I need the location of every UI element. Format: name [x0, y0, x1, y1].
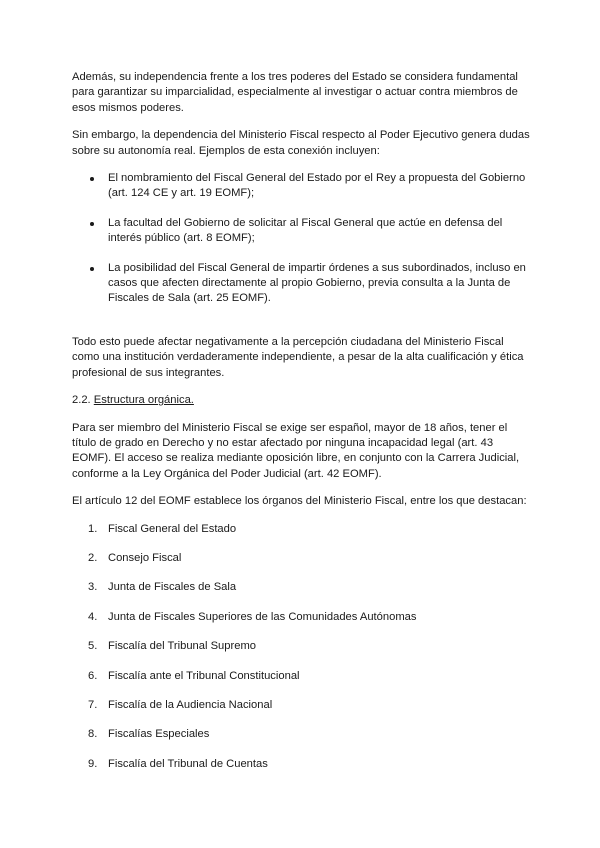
bullet-text: La posibilidad del Fiscal General de impartir órdenes a sus subordinados, incluso en casos que afecten directamente al propio Gobierno, previa consulta a la Junta de Fiscales de Sala (art. 25 EOMF). [108, 261, 526, 305]
spacer [72, 321, 530, 335]
list-item-label: Fiscalía del Tribunal de Cuentas [108, 757, 268, 770]
list-item [72, 522, 530, 537]
section-number: 2.2. [72, 394, 91, 407]
list-item-label: Fiscalía del Tribunal Supremo [108, 640, 256, 653]
list-number: 9. [88, 757, 98, 770]
paragraph-perception: Todo esto puede afectar negativamente a la percepción ciudadana del Ministerio Fiscal como una institución verdaderamente independiente, a pesar de la alta cualificación y ética profesional de sus integrantes. [72, 335, 524, 379]
list-item-label: Fiscalía de la Audiencia Nacional [108, 698, 273, 711]
list-item-label: Consejo Fiscal [108, 551, 182, 564]
list-number: 5. [88, 640, 98, 653]
paragraph-organs-intro: El artículo 12 del EOMF establece los órganos del Ministerio Fiscal, entre los que destacan: [72, 495, 527, 508]
list-item-label: Fiscalías Especiales [108, 728, 210, 741]
paragraph-independence: Además, su independencia frente a los tres poderes del Estado se considera fundamental para garantizar su imparcialidad, especialmente al investigar o actuar contra miembros de esos mismos poderes. [72, 71, 518, 114]
document-page [72, 70, 530, 786]
list-number: 6. [88, 669, 98, 682]
bullet-icon [90, 267, 94, 271]
list-number: 7. [88, 698, 98, 711]
list-item [72, 639, 530, 654]
list-number: 1. [88, 522, 98, 535]
list-number: 2. [88, 551, 98, 564]
list-item-label: Fiscalía ante el Tribunal Constitucional [108, 669, 300, 682]
bullet-icon [90, 177, 94, 181]
bullet-icon [90, 222, 94, 226]
list-number: 8. [88, 728, 98, 741]
list-item-label: Junta de Fiscales de Sala [108, 581, 237, 594]
bullet-text: El nombramiento del Fiscal General del Estado por el Rey a propuesta del Gobierno (art. 124 CE y art. 19 EOMF); [108, 172, 526, 200]
list-item [72, 261, 530, 307]
list-item [72, 757, 530, 772]
bullet-text: La facultad del Gobierno de solicitar al Fiscal General que actúe en defensa del interés público (art. 8 EOMF); [108, 216, 503, 245]
list-item [72, 551, 530, 566]
section-heading [72, 393, 530, 408]
paragraph-executive-dependence: Sin embargo, la dependencia del Ministerio Fiscal respecto al Poder Ejecutivo genera dudas sobre su autonomía real. Ejemplos de esta conexión incluyen: [72, 129, 530, 157]
section-title: Estructura orgánica. [93, 394, 194, 407]
list-item-label: Fiscal General del Estado [108, 522, 237, 535]
list-item [72, 698, 530, 713]
list-item [72, 727, 530, 742]
bullet-list-examples [72, 171, 530, 307]
list-item [72, 580, 530, 595]
paragraph-requirements: Para ser miembro del Ministerio Fiscal se exige ser español, mayor de 18 años, tener el título de grado en Derecho y no estar afectado por ninguna incapacidad legal (art. 43 EOMF). El acceso se realiza mediante oposición libre, en conjunto con la Carrera Judicial, conforme a la Ley Orgánica del Poder Judicial (art. 42 EOMF). [72, 421, 520, 480]
list-number: 4. [88, 610, 98, 623]
list-item [72, 216, 530, 247]
list-item [72, 610, 530, 625]
list-item [72, 669, 530, 684]
list-item-label: Junta de Fiscales Superiores de las Comunidades Autónomas [108, 610, 417, 623]
list-item [72, 171, 530, 202]
list-number: 3. [88, 581, 98, 594]
numbered-list-organs [72, 522, 530, 773]
